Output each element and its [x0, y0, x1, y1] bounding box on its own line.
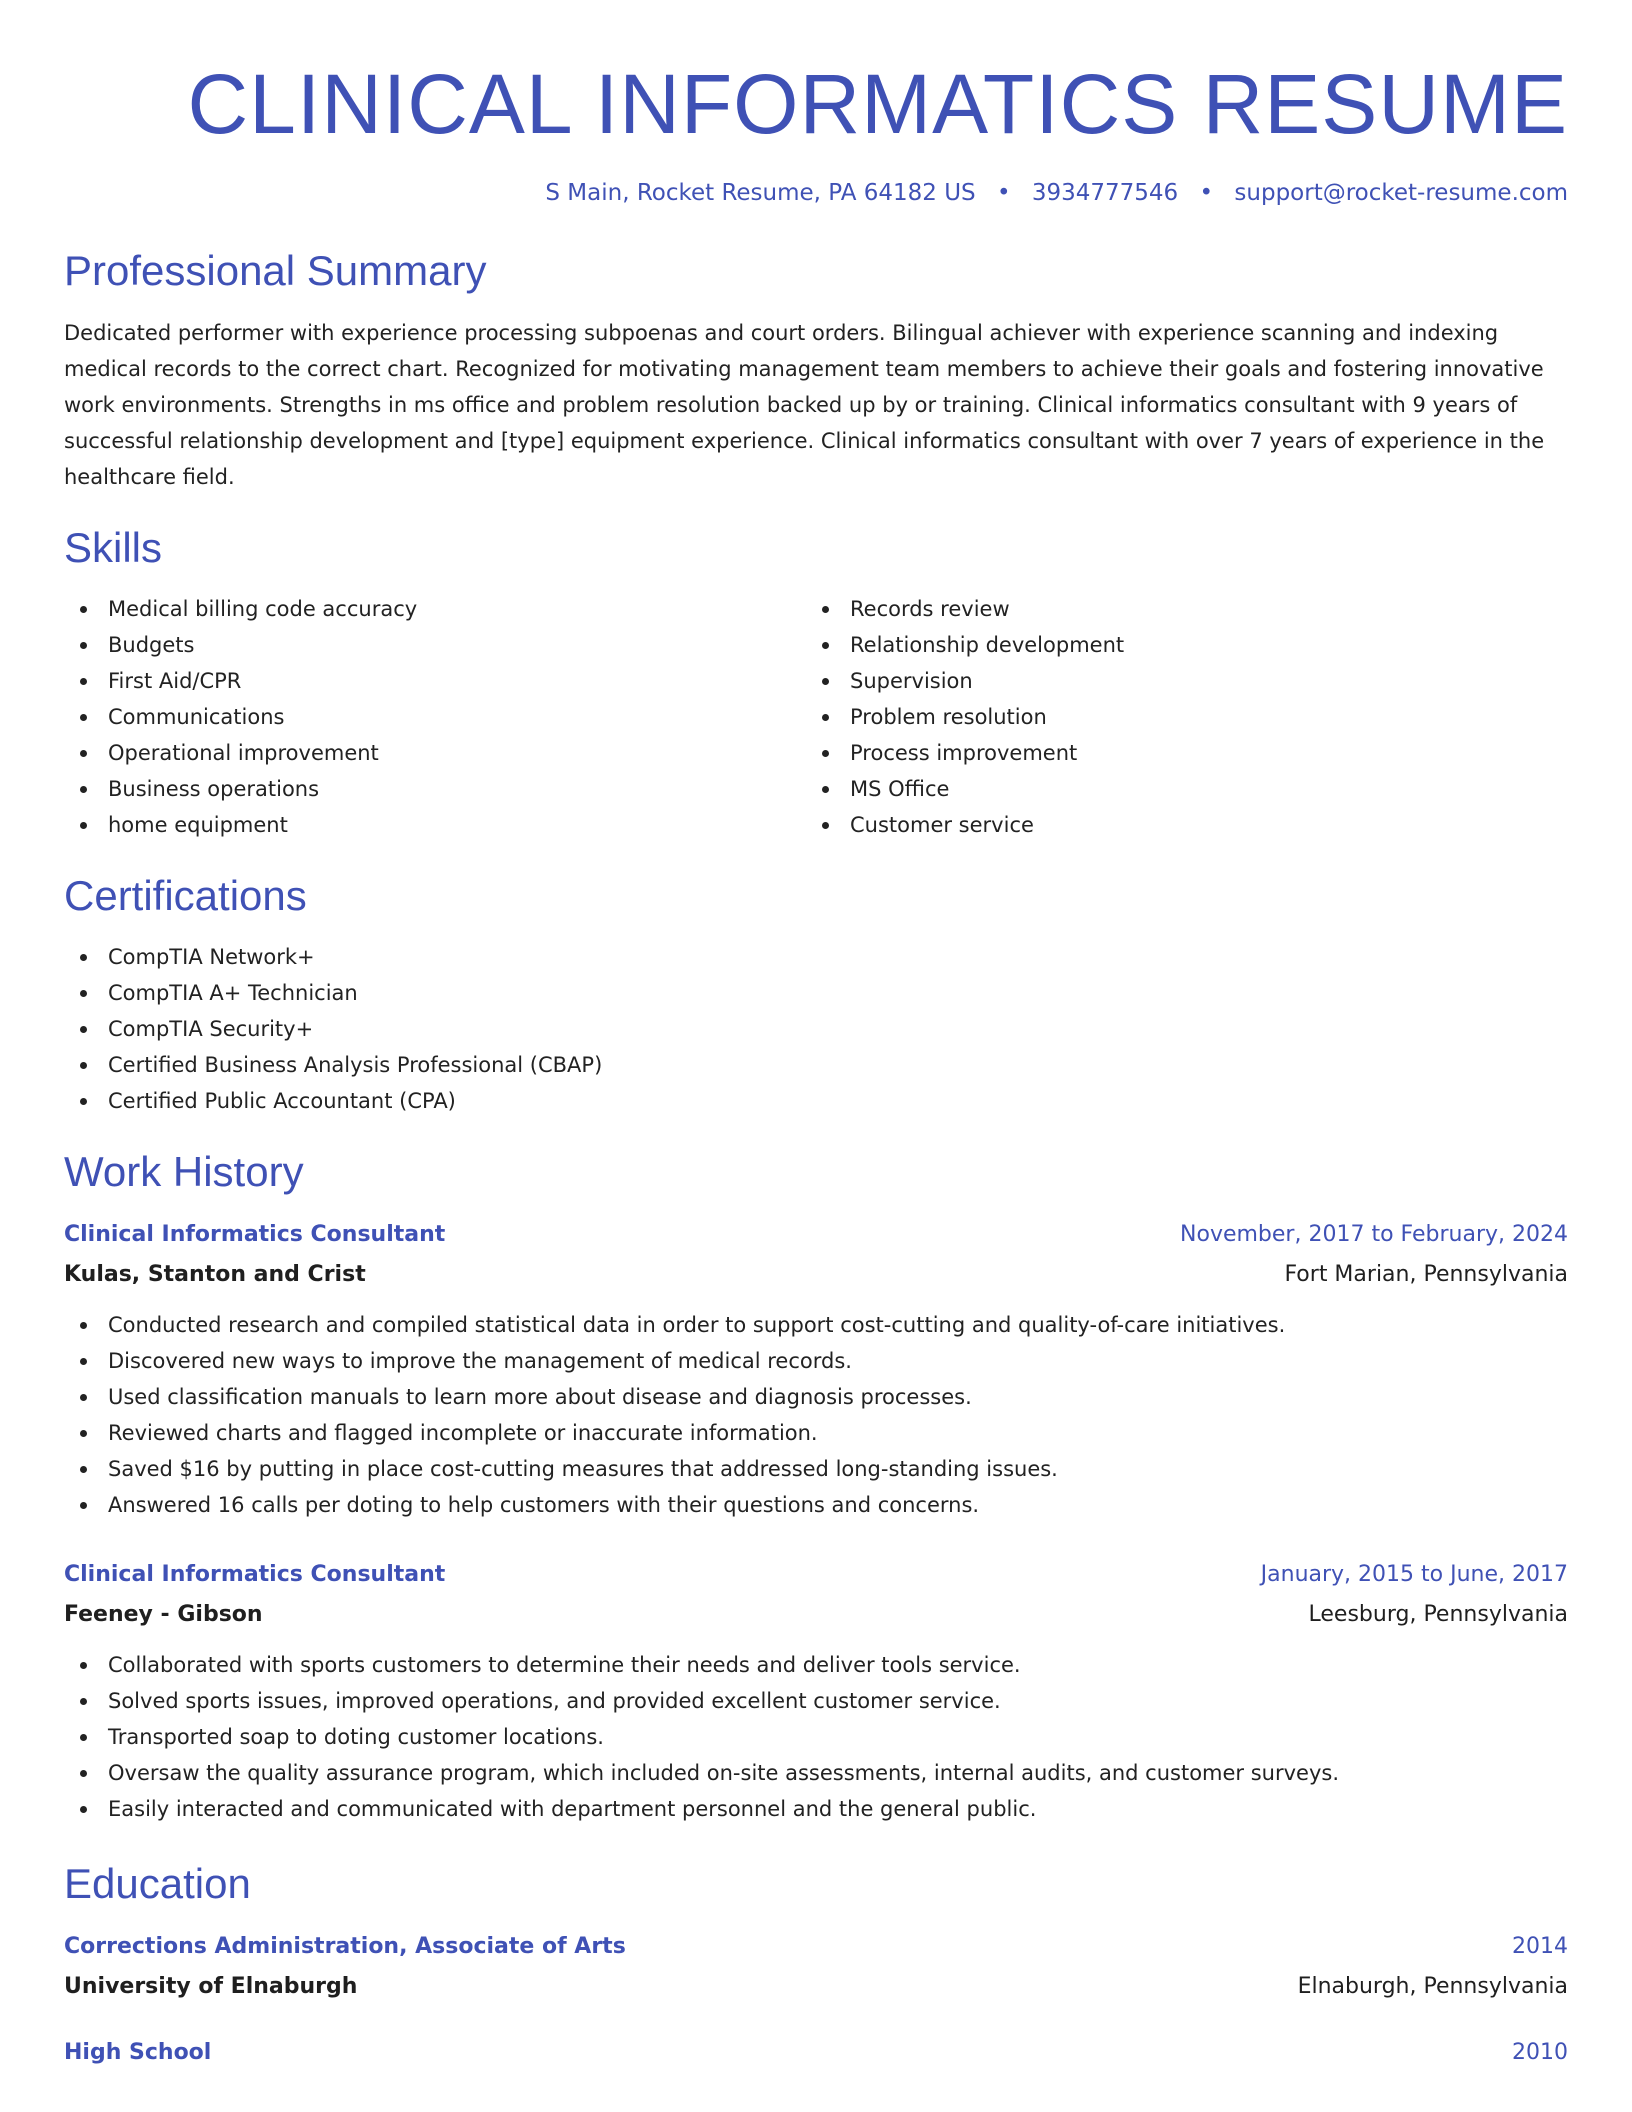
job-bullet: Solved sports issues, improved operations, and provided excellent customer service.	[64, 1683, 1568, 1719]
skill-item: Customer service	[806, 807, 1548, 843]
education-year: 2010	[1512, 2040, 1568, 2065]
job-title: Clinical Informatics Consultant	[64, 1562, 446, 1587]
contact-email[interactable]: support@rocket-resume.com	[1234, 180, 1568, 206]
skills-columns	[64, 591, 1568, 843]
skill-item: Process improvement	[806, 735, 1548, 771]
skill-item: Problem resolution	[806, 699, 1548, 735]
certification-item: Certified Public Accountant (CPA)	[64, 1083, 1568, 1119]
job-bullet: Reviewed charts and flagged incomplete or inaccurate information.	[64, 1415, 1568, 1451]
job-company: Kulas, Stanton and Crist	[64, 1262, 366, 1287]
education-entry	[64, 1929, 1568, 2005]
summary-text: Dedicated performer with experience processing subpoenas and court orders. Bilingual achiever with experience scanning and indexing medical records to the correct chart. Recognized for motivating management team members to achieve their goals and fostering innovative work environments. Strengths in ms office and problem resolution backed up by or training. Clinical informatics consultant with 9 years of successful relationship development and [type] equipment experience. Clinical informatics consultant with over 7 years of experience in the healthcare field.	[64, 321, 1545, 489]
contact-separator: •	[996, 180, 1011, 206]
education-degree: Corrections Administration, Associate of Arts	[64, 1934, 626, 1959]
job-bullets	[64, 1307, 1568, 1523]
certification-item: Certified Business Analysis Professional (CBAP)	[64, 1047, 1568, 1083]
job-entry	[64, 1557, 1568, 1827]
education-year: 2014	[1512, 1934, 1568, 1959]
contact-phone: 3934777546	[1031, 180, 1179, 206]
job-bullet: Transported soap to doting customer locations.	[64, 1719, 1568, 1755]
work-history-heading: Work History	[64, 1148, 304, 1195]
skill-item: Operational improvement	[64, 735, 806, 771]
job-bullet: Discovered new ways to improve the management of medical records.	[64, 1343, 1568, 1379]
job-bullet: Answered 16 calls per doting to help customers with their questions and concerns.	[64, 1487, 1568, 1523]
job-location: Fort Marian, Pennsylvania	[1284, 1262, 1568, 1287]
job-company: Feeney - Gibson	[64, 1602, 263, 1627]
job-bullet: Conducted research and compiled statistical data in order to support cost-cutting and quality-of-care initiatives.	[64, 1307, 1568, 1343]
skills-list-right	[806, 591, 1548, 843]
job-title: Clinical Informatics Consultant	[64, 1222, 446, 1247]
contact-address: S Main, Rocket Resume, PA 64182 US	[545, 180, 976, 206]
skills-list-left	[64, 591, 806, 843]
summary-heading: Professional Summary	[64, 247, 487, 294]
skill-item: Relationship development	[806, 627, 1548, 663]
contact-separator: •	[1199, 180, 1214, 206]
education-location: Elnaburgh, Pennsylvania	[1297, 1974, 1568, 1999]
skill-item: home equipment	[64, 807, 806, 843]
skill-item: Medical billing code accuracy	[64, 591, 806, 627]
job-bullet: Saved $16 by putting in place cost-cutting measures that addressed long-standing issues.	[64, 1451, 1568, 1487]
job-bullet: Oversaw the quality assurance program, which included on-site assessments, internal audits, and customer surveys.	[64, 1755, 1568, 1791]
skill-item: Communications	[64, 699, 806, 735]
job-bullets	[64, 1647, 1568, 1827]
certifications-list	[64, 939, 1568, 1119]
job-dates: January, 2015 to June, 2017	[1260, 1562, 1568, 1587]
job-bullet: Used classification manuals to learn more about disease and diagnosis processes.	[64, 1379, 1568, 1415]
certification-item: CompTIA Security+	[64, 1011, 1568, 1047]
resume-title: CLINICAL INFORMATICS RESUME	[187, 57, 1568, 151]
skill-item: Budgets	[64, 627, 806, 663]
education-degree: High School	[64, 2040, 212, 2065]
education-school: University of Elnaburgh	[64, 1974, 358, 1999]
contact-line	[64, 178, 1568, 208]
certification-item: CompTIA A+ Technician	[64, 975, 1568, 1011]
job-bullet: Easily interacted and communicated with department personnel and the general public.	[64, 1791, 1568, 1827]
job-entry	[64, 1217, 1568, 1523]
skill-item: Supervision	[806, 663, 1548, 699]
skill-item: Records review	[806, 591, 1548, 627]
skill-item: MS Office	[806, 771, 1548, 807]
job-dates: November, 2017 to February, 2024	[1180, 1222, 1568, 1247]
skills-heading: Skills	[64, 524, 163, 571]
education-entry	[64, 2035, 1568, 2071]
certifications-heading: Certifications	[64, 872, 307, 919]
skill-item: First Aid/CPR	[64, 663, 806, 699]
job-location: Leesburg, Pennsylvania	[1308, 1602, 1568, 1627]
education-heading: Education	[64, 1860, 251, 1907]
certification-item: CompTIA Network+	[64, 939, 1568, 975]
job-bullet: Collaborated with sports customers to determine their needs and deliver tools service.	[64, 1647, 1568, 1683]
skill-item: Business operations	[64, 771, 806, 807]
